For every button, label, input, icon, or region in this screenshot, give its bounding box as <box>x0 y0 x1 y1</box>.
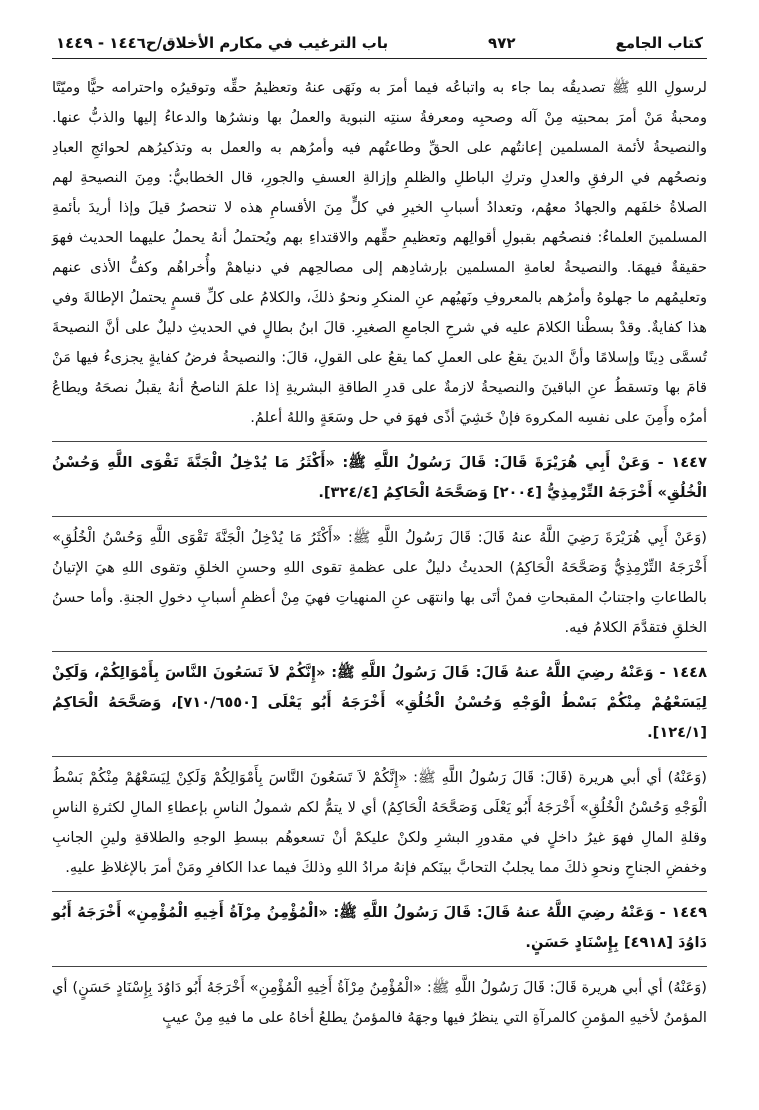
hadith-1447 <box>52 441 707 643</box>
intro-paragraph: لرسولِ اللهِ ﷺ تصديقُه بما جاء به واتباعُه فيما أمرَ به ونَهَى عنهُ وتعظيمُ حقِّه وتوقيرُه واحترامه حيًّا وميّتًا ومحبةُ مَنْ أمرَ بمحبتِه مِنْ آله وصحبِه ومعرفةُ سنتِه النبوية والعملُ بها ونشرُها والدعاءُ إليها والذبُّ عنها. والنصيحةُ لأئمة المسلمين إعانتُهم على الحقِّ وطاعتُهم فيه وأمرُهم به والعمل به وتذكيرُهم لحوائجِ العبادِ ونصحُهم في الرفقِ والعدلِ وتركِ الباطلِ والظلمِ وإزالةِ العسفِ والجورِ، قال الخطابيُّ: ومِنَ النصيحةِ لهم الصلاةُ خلفَهم والجهادُ معهُم، وتعدادُ أسبابِ الخيرِ في كلٍّ مِنَ الأقسامِ هذه لا تنحصرُ قيلَ وإذا أريدَ بأئمةِ المسلمينَ العلماءُ: فنصحُهم بقبولِ أقوالِهم وتعظيمِ حقِّهم والاقتداءِ بهم ويُحتملُ أنهُ يحملُ عليهما الحديث فهوَ حقيقةٌ فيهمَا. والنصيحةُ لعامةِ المسلمين بإرشادِهم إلى مصالحِهم في دنياهمْ وأُخراهُم وكفُّ الأذى عنهم وتعليمُهم ما جهلوهُ وأمرُهم بالمعروفِ ونَهيُهم عنِ المنكرِ ونحوُ ذلكَ، والكلامُ على كلِّ قسمٍ يحتملُ الإطالةَ وفي هذا كفايةٌ. وقدْ بسطْنا الكلامَ عليه في شرحِ الجامعِ الصغيرِ. قالَ ابنُ بطالٍ في الحديثِ دليلٌ على أنَّ النصيحةَ تُسمَّى دِينًا وإسلامًا وأنَّ الدينَ يقعُ على العملِ كما يقعُ على القولِ، قالَ: والنصيحةُ فرضُ كفايةٍ يجزىءُ فيها مَنْ قامَ بها وتسقطُ عنِ الباقينَ والنصيحةُ لازمةٌ على قدرِ الطاقةِ البشريةِ إذا علمَ الناصحُ أنهُ يقبلُ نصحَهُ ويطاعُ أمرُه وأَمِنَ على نفسِه المكروهَ فإنْ خَشِيَ أذًى فهوَ في حل وسَعَةٍ واللهُ أعلمُ. <box>52 79 707 426</box>
hadith-text: - وَعَنْهُ رضِيَ اللَّهُ عنهُ قَالَ: قَالَ رَسُولُ اللَّهِ ﷺ: «الْمُؤْمِنُ مِرْآةُ أَخِيهِ الْمُؤْمِنِ» أَخْرَجَهُ أَبُو دَاوُدَ [٤٩١٨] بِإِسْنَادٍ حَسَنٍ. <box>52 904 707 951</box>
divider <box>52 756 707 757</box>
hadith-1448 <box>52 651 707 883</box>
page-body <box>52 73 707 1033</box>
hadith-commentary: (وَعَنْهُ) أي أبي هريرة (قَالَ: قَالَ رَسُولُ اللَّهِ ﷺ: «إِنَّكُمْ لاَ تَسَعُونَ النَّاسَ بِأَمْوَالِكُمْ وَلَكِنْ لِيَسَعْهُمْ مِنْكُمْ بَسْطُ الْوَجْهِ وَحُسْنُ الْخُلُقِ» أَخْرَجَهُ أَبُو يَعْلَى وَصَحَّحَهُ الْحَاكِمُ) أي لا يتمُّ لكم شمولُ الناسِ بإعطاءِ المالِ لكثرةِ الناسِ وقلةِ المالِ فهوَ غيرُ داخلٍ في مقدورِ البشرِ ولكنْ عليكمْ أنْ تسعوهُم ببسطِ الوجهِ والطلاقةِ ولينِ الجانبِ وخفضِ الجناحِ ونحوِ ذلكَ مما يجلبُ التحابَّ بينَكم فإنهُ مرادُ اللهِ وذلكَ فيما عدا الكافرِ ومَنْ أمرَ بالإغلاظِ عليهِ. <box>52 769 707 876</box>
divider <box>52 516 707 517</box>
hadith-text: - وَعَنْ أَبِي هُرَيْرَةَ قَالَ: قَالَ رَسُولُ اللَّهِ ﷺ: «أَكْثَرُ مَا يُدْخِلُ الْجَنَّةَ تَقْوَى اللَّهِ وَحُسْنُ الْخُلُقِ» أَخْرَجَهُ التِّرْمِذِيُّ [٢٠٠٤] وَصَحَّحَهُ الْحَاكِمُ [٣٢٤/٤]. <box>52 454 707 501</box>
hadith-commentary: (وَعَنْ أَبِي هُرَيْرَةَ رَضِيَ اللَّهُ عنهُ قَالَ: قَالَ رَسُولُ اللَّهِ ﷺ: «أَكْثَرُ مَا يُدْخِلُ الْجَنَّةَ تَقْوَى اللَّهِ وَحُسْنُ الْخُلُقِ» أَخْرَجَهُ التِّرْمِذِيُّ وَصَحَّحَهُ الْحَاكِمُ) الحديثُ دليلٌ على عظمةِ تقوى اللهِ وحسنِ الخلقِ وتقوى اللهِ هيَ الإتيانُ بالطاعاتِ واجتنابُ المقبحاتِ فمنْ أتَى بها وانتهَى عنِ المنهياتِ فهيَ مِنْ أعظمِ أسبابِ دخولِ الجنةِ. وأما حسنُ الخلقِ فتقدَّمَ الكلامُ فيه. <box>52 529 707 636</box>
hadith-number: ١٤٤٨ <box>671 664 707 681</box>
hadith-commentary: (وَعَنْهُ) أي أبي هريرة قَالَ: قَالَ رَسُولُ اللَّهِ ﷺ: «الْمُؤْمِنُ مِرْآةُ أَخِيهِ الْمُؤْمِنِ» أَخْرَجَهُ أَبُو دَاوُدَ بِإِسْنَادٍ حَسَنٍ) أي المؤمنُ لأخيهِ المؤمنِ كالمرآةِ التي ينظرُ فيها وجهَهُ فالمؤمنُ يطلعُ أخاهُ على ما فيهِ مِنْ عيبٍ <box>52 979 707 1026</box>
hadith-number: ١٤٤٧ <box>671 454 707 471</box>
hadith-text: - وَعَنْهُ رضِيَ اللَّهُ عنهُ قَالَ: قَالَ رَسُولُ اللَّهِ ﷺ: «إِنَّكُمْ لاَ تَسَعُونَ النَّاسَ بِأَمْوَالِكُمْ، وَلَكِنْ لِيَسَعْهُمْ مِنْكُمْ بَسْطُ الْوَجْهِ وَحُسْنُ الْخُلُقِ» أَخْرَجَهُ أَبُو يَعْلَى [٧١٠/٦٥٥٠]، وَصَحَّحَهُ الْحَاكِمُ [١٢٤/١]. <box>52 664 707 741</box>
chapter-title: باب الترغيب في مكارم الأخلاق/ح١٤٤٦ - ١٤٤٩ <box>56 34 389 52</box>
page-number: ٩٧٢ <box>488 34 516 52</box>
book-title: كتاب الجامع <box>615 34 703 52</box>
divider <box>52 966 707 967</box>
hadith-1449 <box>52 891 707 1033</box>
hadith-number: ١٤٤٩ <box>671 904 707 921</box>
running-header <box>52 34 707 59</box>
